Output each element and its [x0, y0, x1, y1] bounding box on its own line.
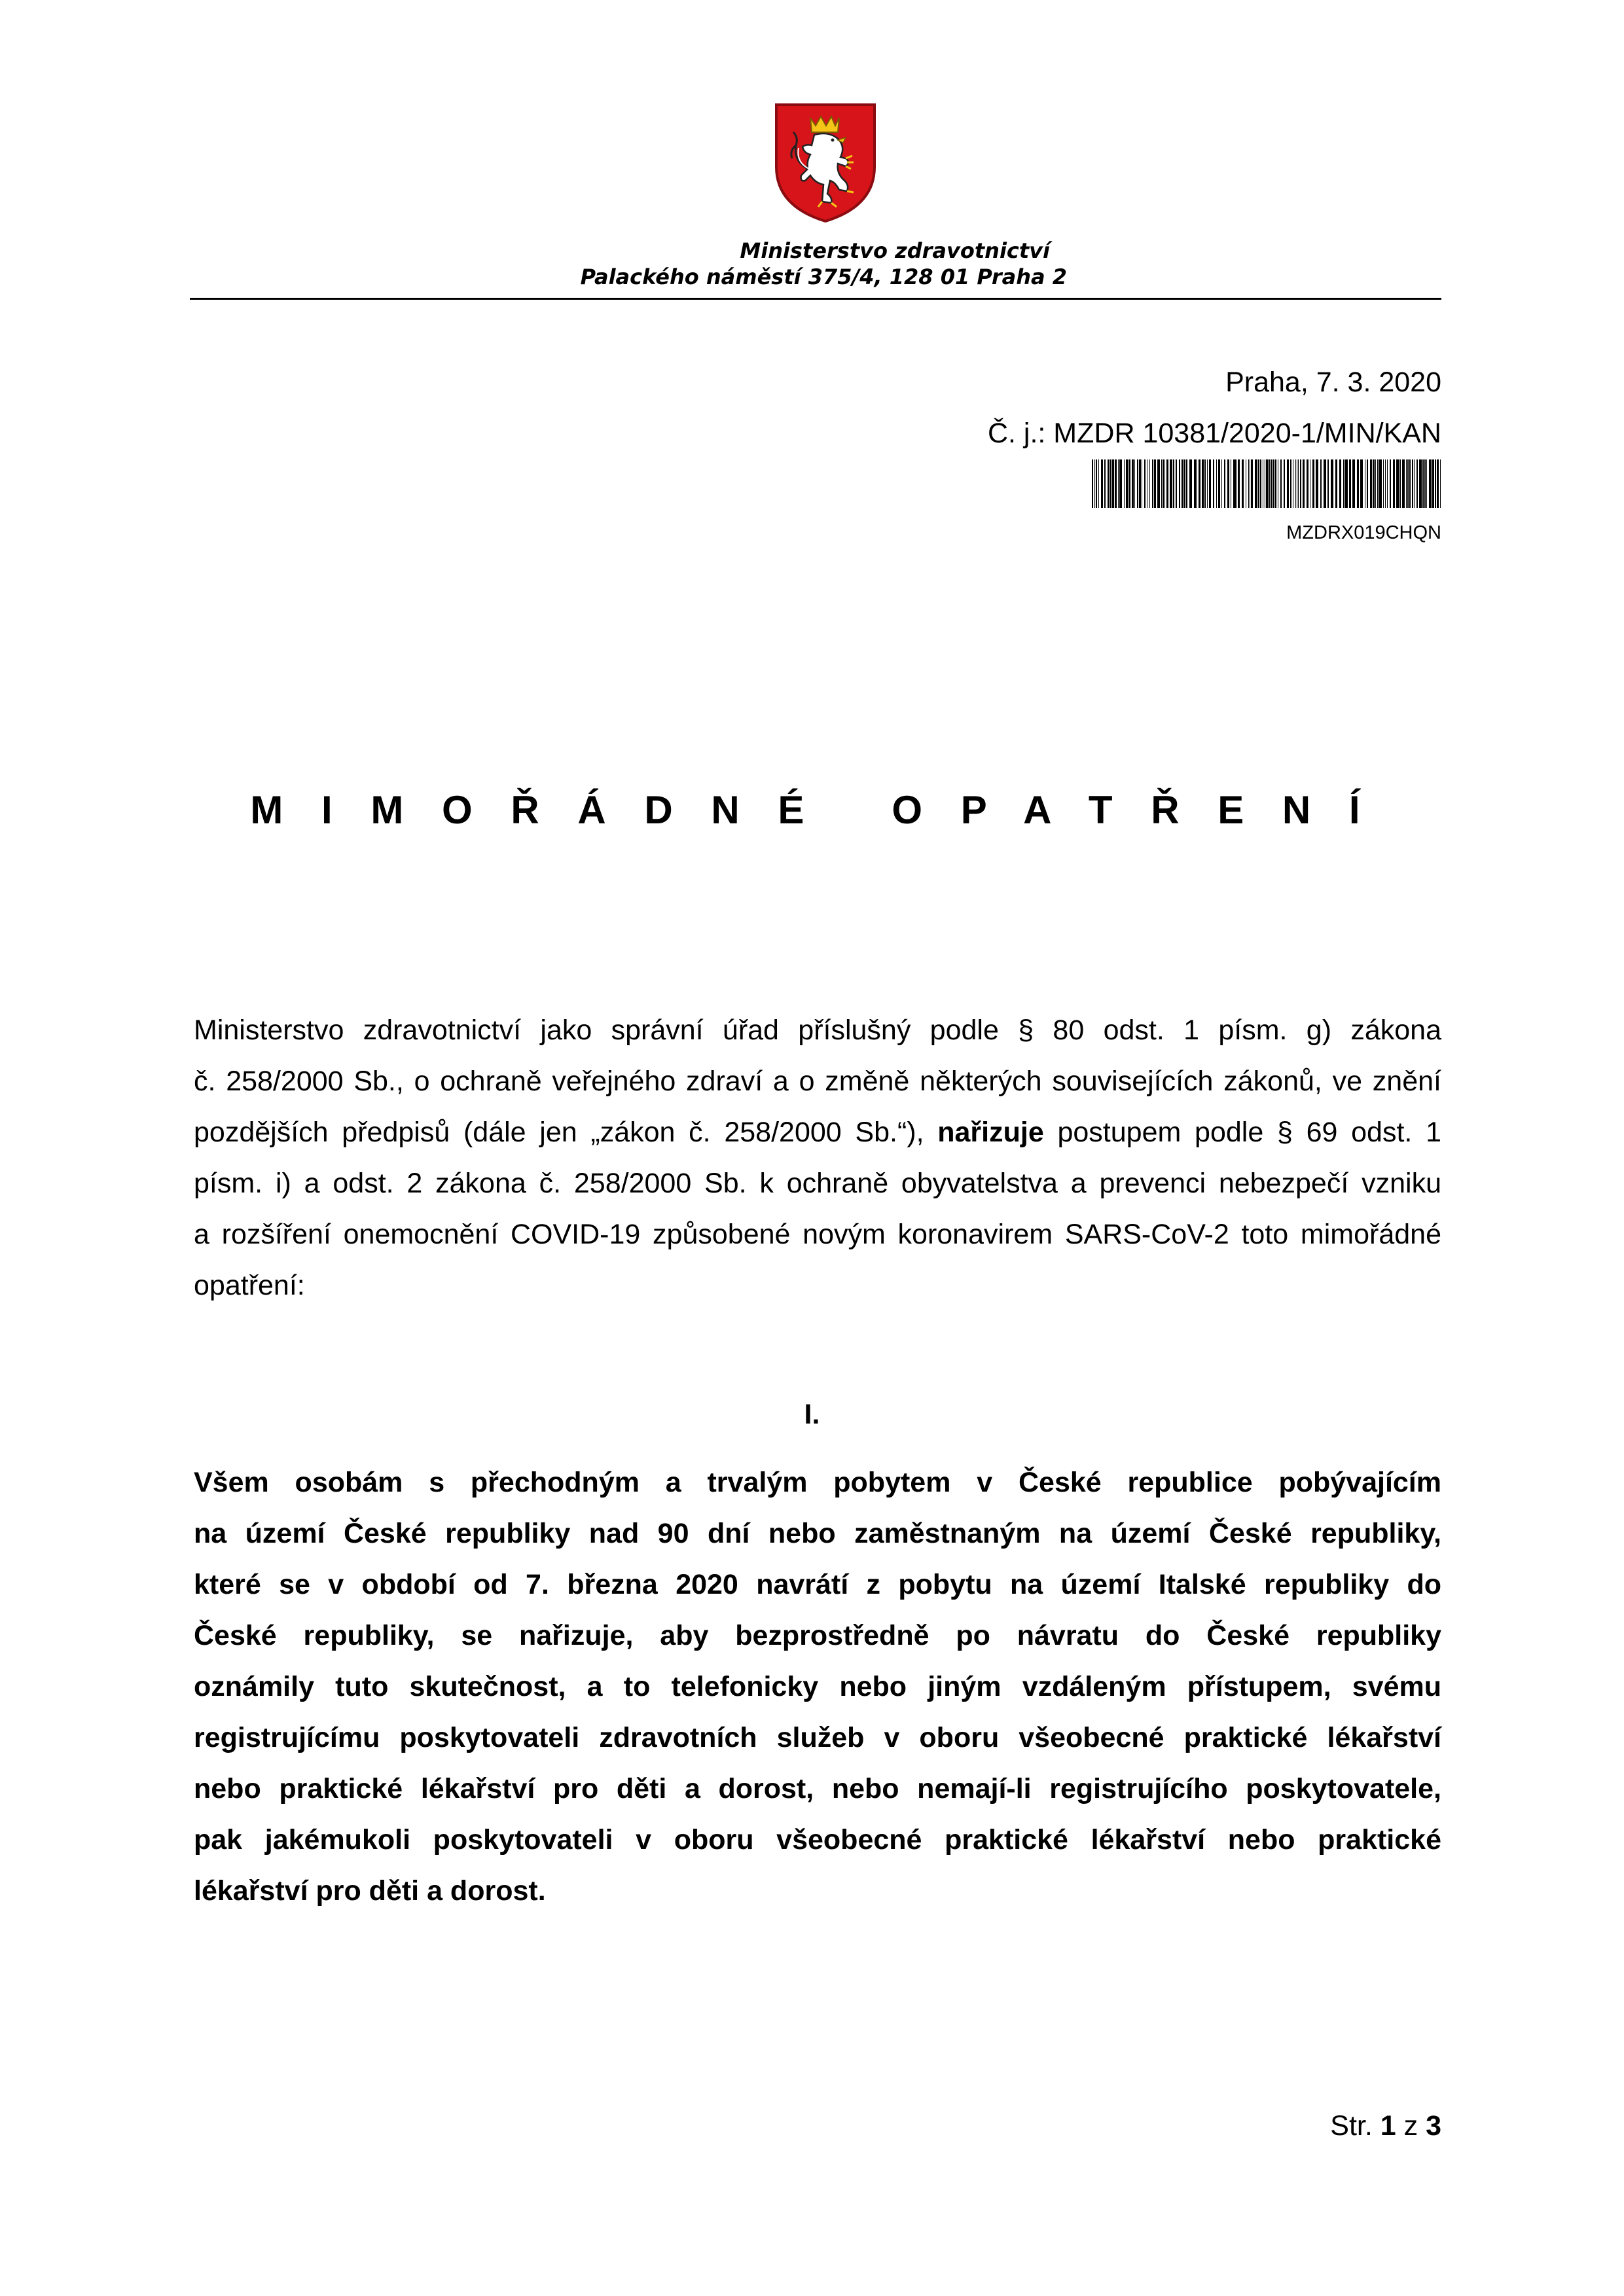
- barcode-bar: [1134, 459, 1135, 508]
- barcode-bar: [1238, 459, 1240, 508]
- document-title: M I M O Ř Á D N É O P A T Ř E N Í: [250, 788, 1374, 832]
- barcode-bar: [1110, 459, 1111, 508]
- barcode-bar: [1104, 459, 1106, 508]
- barcode-bar: [1137, 459, 1138, 508]
- barcode-bar: [1207, 459, 1208, 508]
- czech-coat-of-arms-icon: [770, 98, 881, 226]
- barcode-bar: [1360, 459, 1363, 508]
- intro-line: [194, 1107, 1441, 1158]
- barcode-bar: [1379, 459, 1382, 508]
- barcode-bar: [1316, 459, 1318, 508]
- barcode-bar: [1204, 459, 1206, 508]
- barcode-bar: [1335, 459, 1337, 508]
- section-number: I.: [804, 1399, 820, 1430]
- barcode-bar: [1414, 459, 1415, 508]
- barcode-bar: [1194, 459, 1197, 508]
- barcode-bar: [1324, 459, 1326, 508]
- barcode-bar: [1349, 459, 1351, 508]
- barcode-bar: [1108, 459, 1110, 508]
- barcode-bar: [1273, 459, 1274, 508]
- barcode-bar: [1144, 459, 1146, 508]
- page-number: [1330, 2108, 1441, 2144]
- barcode-bar: [1396, 459, 1399, 508]
- intro-paragraph: [194, 1005, 1441, 1311]
- barcode-bar: [1124, 459, 1125, 508]
- barcode-bar: [1115, 459, 1117, 508]
- barcode-bar: [1224, 459, 1225, 508]
- barcode-bar: [1402, 459, 1405, 508]
- barcode-bar: [1149, 459, 1150, 508]
- barcode-bar: [1407, 459, 1409, 508]
- order-line: lékařství pro děti a dorost.: [194, 1875, 546, 1907]
- barcode-bar: [1320, 459, 1322, 508]
- barcode-bar: [1284, 459, 1285, 508]
- barcode-bar: [1409, 459, 1411, 508]
- barcode-bar: [1213, 459, 1214, 508]
- page-separator: z: [1403, 2110, 1418, 2142]
- barcode-bar: [1424, 459, 1426, 508]
- barcode-bar: [1295, 459, 1296, 508]
- barcode-bar: [1258, 459, 1259, 508]
- barcode-bar: [1183, 459, 1185, 508]
- reference-number: Č. j.: MZDR 10381/2020-1/MIN/KAN: [987, 418, 1441, 449]
- barcode-bar: [1271, 459, 1272, 508]
- page-current: 1: [1380, 2110, 1396, 2142]
- barcode-bar: [1426, 459, 1427, 508]
- barcode-bar: [1152, 459, 1153, 508]
- barcode-bar: [1352, 459, 1355, 508]
- intro-line: Ministerstvo zdravotnictví jako správní úřad příslušný podle § 80 odst. 1 písm. g) zákona: [194, 1014, 1441, 1046]
- barcode-bar: [1422, 459, 1424, 508]
- barcode-bar: [1339, 459, 1341, 508]
- barcode-bar: [1129, 459, 1130, 508]
- barcode-bar: [1186, 459, 1187, 508]
- barcode-bar: [1275, 459, 1276, 508]
- barcode-bar: [1375, 459, 1376, 508]
- barcode-bar: [1367, 459, 1368, 508]
- barcode-bar: [1298, 459, 1299, 508]
- barcode-bar: [1251, 459, 1253, 508]
- barcode-bar: [1094, 459, 1095, 508]
- barcode-bar: [1164, 459, 1165, 508]
- page-prefix: Str.: [1330, 2110, 1373, 2142]
- barcode-bar: [1290, 459, 1291, 508]
- barcode-bar: [1098, 459, 1099, 508]
- barcode-bar: [1387, 459, 1388, 508]
- barcode-bar: [1393, 459, 1395, 508]
- barcode-bar: [1161, 459, 1162, 508]
- barcode-bar: [1092, 459, 1093, 508]
- barcode-bar: [1260, 459, 1261, 508]
- barcode-bar: [1399, 459, 1401, 508]
- barcode-bar: [1432, 459, 1434, 508]
- barcode-bar: [1101, 459, 1103, 508]
- order-paragraph: [194, 1457, 1441, 1916]
- barcode-bar: [1163, 459, 1164, 508]
- intro-line: č. 258/2000 Sb., o ochraně veřejného zdraví a o změně některých souvisejících zákonů, ve znění: [194, 1066, 1441, 1097]
- barcode-bar: [1357, 459, 1359, 508]
- order-line: České republiky, se nařizuje, aby bezprostředně po návratu do České republiky: [194, 1620, 1441, 1651]
- page-total: 3: [1426, 2110, 1441, 2142]
- barcode-bar: [1118, 459, 1119, 508]
- barcode-bar: [1242, 459, 1244, 508]
- barcode-bar: [1216, 459, 1217, 508]
- barcode-bar: [1383, 459, 1384, 508]
- barcode-bar: [1437, 459, 1439, 508]
- barcode-bar: [1166, 459, 1168, 508]
- barcode-bar: [1176, 459, 1177, 508]
- barcode-bar: [1202, 459, 1204, 508]
- barcode-bar: [1132, 459, 1134, 508]
- barcode-bar: [1119, 459, 1122, 508]
- barcode-bar: [1173, 459, 1174, 508]
- barcode-bar: [1303, 459, 1305, 508]
- barcode-bar: [1406, 459, 1407, 508]
- intro-line: písm. i) a odst. 2 zákona č. 258/2000 Sb. k ochraně obyvatelstva a prevenci nebezpečí vzniku: [194, 1168, 1441, 1199]
- barcode-bar: [1287, 459, 1289, 508]
- barcode-icon: [1092, 459, 1441, 508]
- intro-text: pozdějších předpisů (dále jen „zákon č. 258/2000 Sb.“),: [194, 1117, 938, 1148]
- barcode-bar: [1233, 459, 1236, 508]
- barcode-bar: [1390, 459, 1391, 508]
- barcode-bar: [1312, 459, 1314, 508]
- barcode-bar: [1327, 459, 1329, 508]
- header-divider: [190, 298, 1441, 300]
- barcode-bar: [1112, 459, 1114, 508]
- barcode-bar: [1300, 459, 1301, 508]
- barcode-bar: [1345, 459, 1348, 508]
- barcode-bar: [1236, 459, 1237, 508]
- order-line: na území České republiky nad 90 dní nebo zaměstnaným na území České republiky,: [194, 1518, 1441, 1549]
- barcode-bar: [1385, 459, 1386, 508]
- barcode-bar: [1154, 459, 1156, 508]
- orders-keyword: nařizuje: [937, 1117, 1044, 1148]
- barcode-bar: [1416, 459, 1418, 508]
- barcode-bar: [1412, 459, 1413, 508]
- barcode-bar: [1179, 459, 1180, 508]
- order-line: registrujícímu poskytovateli zdravotních služeb v oboru všeobecné praktické lékařství: [194, 1722, 1441, 1753]
- barcode-bar: [1218, 459, 1220, 508]
- barcode-bar: [1096, 459, 1097, 508]
- barcode-bar: [1269, 459, 1270, 508]
- order-line: které se v období od 7. března 2020 navrátí z pobytu na území Italské republiky do: [194, 1569, 1441, 1600]
- barcode-bar: [1189, 459, 1192, 508]
- barcode-bar: [1373, 459, 1375, 508]
- barcode-bar: [1440, 459, 1441, 508]
- ministry-address: Palackého náměstí 375/4, 128 01 Praha 2: [580, 264, 1067, 289]
- intro-line: a rozšíření onemocnění COVID-19 způsobené novým koronavirem SARS-CoV-2 toto mimořádné: [194, 1219, 1441, 1250]
- order-line: pak jakémukoli poskytovateli v oboru všeobecné praktické lékařství nebo praktické: [194, 1824, 1441, 1856]
- barcode-bar: [1157, 459, 1160, 508]
- ministry-name: Ministerstvo zdravotnictví: [740, 238, 1050, 263]
- document-date: Praha, 7. 3. 2020: [1225, 367, 1441, 398]
- barcode-text: MZDRX019CHQN: [1286, 522, 1441, 543]
- barcode-bar: [1429, 459, 1432, 508]
- intro-text: postupem podle § 69 odst. 1: [1043, 1117, 1441, 1148]
- barcode-bar: [1307, 459, 1308, 508]
- barcode-bar: [1280, 459, 1282, 508]
- barcode-bar: [1182, 459, 1183, 508]
- barcode-bar: [1255, 459, 1257, 508]
- barcode-bar: [1170, 459, 1172, 508]
- order-line: oznámily tuto skutečnost, a to telefonicky nebo jiným vzdáleným přístupem, svému: [194, 1671, 1441, 1702]
- barcode-bar: [1377, 459, 1379, 508]
- order-line: Všem osobám s přechodným a trvalým pobytem v České republice pobývajícím: [194, 1467, 1441, 1498]
- barcode-bar: [1343, 459, 1344, 508]
- barcode-bar: [1266, 459, 1269, 508]
- intro-line: opatření:: [194, 1270, 305, 1301]
- barcode-bar: [1139, 459, 1141, 508]
- barcode-bar: [1370, 459, 1372, 508]
- barcode-bar: [1209, 459, 1211, 508]
- barcode-bar: [1419, 459, 1422, 508]
- order-line: nebo praktické lékařství pro děti a dorost, nebo nemají-li registrujícího poskytovatele,: [194, 1773, 1441, 1804]
- barcode-bar: [1126, 459, 1128, 508]
- barcode-bar: [1221, 459, 1222, 508]
- barcode-bar: [1435, 459, 1436, 508]
- barcode-bar: [1227, 459, 1229, 508]
- barcode-bar: [1331, 459, 1333, 508]
- barcode-bar: [1199, 459, 1200, 508]
- barcode-bar: [1248, 459, 1249, 508]
